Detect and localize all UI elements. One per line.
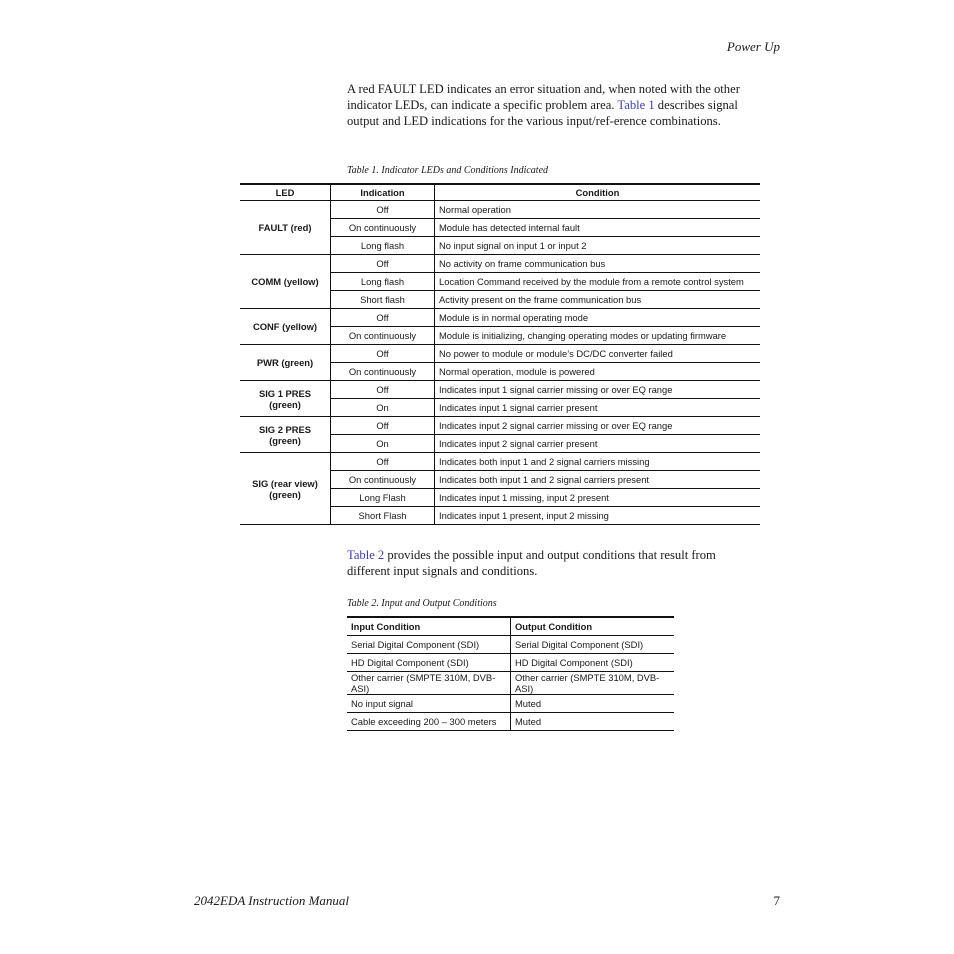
input-condition-cell: No input signal bbox=[347, 695, 511, 713]
table-2-link[interactable]: Table 2 bbox=[347, 548, 385, 562]
column-header-indication: Indication bbox=[331, 184, 435, 201]
output-condition-cell: HD Digital Component (SDI) bbox=[511, 654, 675, 672]
table-row bbox=[347, 713, 674, 731]
indication-cell: Long flash bbox=[331, 237, 435, 255]
table-row bbox=[240, 417, 760, 435]
condition-cell: Normal operation, module is powered bbox=[435, 363, 761, 381]
indication-cell: On continuously bbox=[331, 327, 435, 345]
indication-cell: On continuously bbox=[331, 471, 435, 489]
indication-cell: On bbox=[331, 399, 435, 417]
input-output-table bbox=[347, 616, 674, 731]
indication-cell: Long Flash bbox=[331, 489, 435, 507]
column-header-led: LED bbox=[240, 184, 331, 201]
table-row bbox=[347, 672, 674, 695]
column-header-input: Input Condition bbox=[347, 617, 511, 636]
input-condition-cell: Serial Digital Component (SDI) bbox=[347, 636, 511, 654]
condition-cell: Indicates input 2 signal carrier present bbox=[435, 435, 761, 453]
table-row bbox=[347, 695, 674, 713]
table-row bbox=[240, 201, 760, 219]
indication-cell: Off bbox=[331, 345, 435, 363]
input-condition-cell: HD Digital Component (SDI) bbox=[347, 654, 511, 672]
condition-cell: Indicates input 1 missing, input 2 present bbox=[435, 489, 761, 507]
table-row bbox=[240, 255, 760, 273]
condition-cell: Indicates input 1 signal carrier present bbox=[435, 399, 761, 417]
indication-cell: On continuously bbox=[331, 363, 435, 381]
table-2-caption: Table 2. Input and Output Conditions bbox=[347, 598, 497, 609]
led-name-cell: CONF (yellow) bbox=[240, 309, 331, 345]
indication-cell: On bbox=[331, 435, 435, 453]
led-name-cell: FAULT (red) bbox=[240, 201, 331, 255]
condition-cell: No activity on frame communication bus bbox=[435, 255, 761, 273]
table-2-intro-paragraph bbox=[347, 547, 762, 579]
table-2-intro-text: provides the possible input and output conditions that result from different input signals and conditions. bbox=[347, 548, 716, 578]
indication-cell: Off bbox=[331, 255, 435, 273]
intro-text-start: A red FAULT LED indicates an error situation and, when noted with the other indicator LEDs, can indicate a specific problem area. bbox=[347, 82, 740, 112]
led-name-cell: PWR (green) bbox=[240, 345, 331, 381]
input-condition-cell: Cable exceeding 200 – 300 meters bbox=[347, 713, 511, 731]
condition-cell: Indicates input 1 signal carrier missing or over EQ range bbox=[435, 381, 761, 399]
condition-cell: Module is in normal operating mode bbox=[435, 309, 761, 327]
table-1-link[interactable]: Table 1 bbox=[617, 98, 655, 112]
condition-cell: Location Command received by the module from a remote control system bbox=[435, 273, 761, 291]
output-condition-cell: Other carrier (SMPTE 310M, DVB-ASI) bbox=[511, 672, 675, 695]
indication-cell: Short flash bbox=[331, 291, 435, 309]
indication-cell: Long flash bbox=[331, 273, 435, 291]
table-row bbox=[240, 345, 760, 363]
led-name-cell: COMM (yellow) bbox=[240, 255, 331, 309]
indication-cell: Off bbox=[331, 381, 435, 399]
led-name-cell: SIG 1 PRES (green) bbox=[240, 381, 331, 417]
condition-cell: No power to module or module’s DC/DC converter failed bbox=[435, 345, 761, 363]
output-condition-cell: Muted bbox=[511, 713, 675, 731]
condition-cell: No input signal on input 1 or input 2 bbox=[435, 237, 761, 255]
condition-cell: Indicates both input 1 and 2 signal carriers present bbox=[435, 471, 761, 489]
indication-cell: Off bbox=[331, 309, 435, 327]
indication-cell: Off bbox=[331, 453, 435, 471]
output-condition-cell: Serial Digital Component (SDI) bbox=[511, 636, 675, 654]
condition-cell: Module is initializing, changing operating modes or updating firmware bbox=[435, 327, 761, 345]
table-row bbox=[240, 309, 760, 327]
running-header: Power Up bbox=[726, 39, 780, 54]
column-header-output: Output Condition bbox=[511, 617, 675, 636]
column-header-condition: Condition bbox=[435, 184, 761, 201]
condition-cell: Indicates input 2 signal carrier missing or over EQ range bbox=[435, 417, 761, 435]
manual-title: 2042EDA Instruction Manual bbox=[194, 893, 350, 908]
table-header-row bbox=[240, 184, 760, 201]
table-row bbox=[347, 636, 674, 654]
led-name-cell: SIG 2 PRES (green) bbox=[240, 417, 331, 453]
page-number: 7 bbox=[773, 893, 780, 908]
condition-cell: Module has detected internal fault bbox=[435, 219, 761, 237]
indication-cell: Short Flash bbox=[331, 507, 435, 525]
led-name-cell: SIG (rear view) (green) bbox=[240, 453, 331, 525]
indicator-led-table bbox=[240, 183, 760, 525]
condition-cell: Indicates input 1 present, input 2 missing bbox=[435, 507, 761, 525]
table-row bbox=[240, 453, 760, 471]
intro-text-end: describes signal output and LED indications for the various input/ref-erence combinations. bbox=[347, 98, 738, 128]
condition-cell: Indicates both input 1 and 2 signal carriers missing bbox=[435, 453, 761, 471]
table-row bbox=[347, 654, 674, 672]
table-header-row bbox=[347, 617, 674, 636]
intro-paragraph bbox=[347, 81, 762, 129]
indication-cell: On continuously bbox=[331, 219, 435, 237]
indication-cell: Off bbox=[331, 201, 435, 219]
output-condition-cell: Muted bbox=[511, 695, 675, 713]
table-1-caption: Table 1. Indicator LEDs and Conditions Indicated bbox=[347, 165, 549, 176]
condition-cell: Activity present on the frame communication bus bbox=[435, 291, 761, 309]
indication-cell: Off bbox=[331, 417, 435, 435]
condition-cell: Normal operation bbox=[435, 201, 761, 219]
input-condition-cell: Other carrier (SMPTE 310M, DVB-ASI) bbox=[347, 672, 511, 695]
table-row bbox=[240, 381, 760, 399]
